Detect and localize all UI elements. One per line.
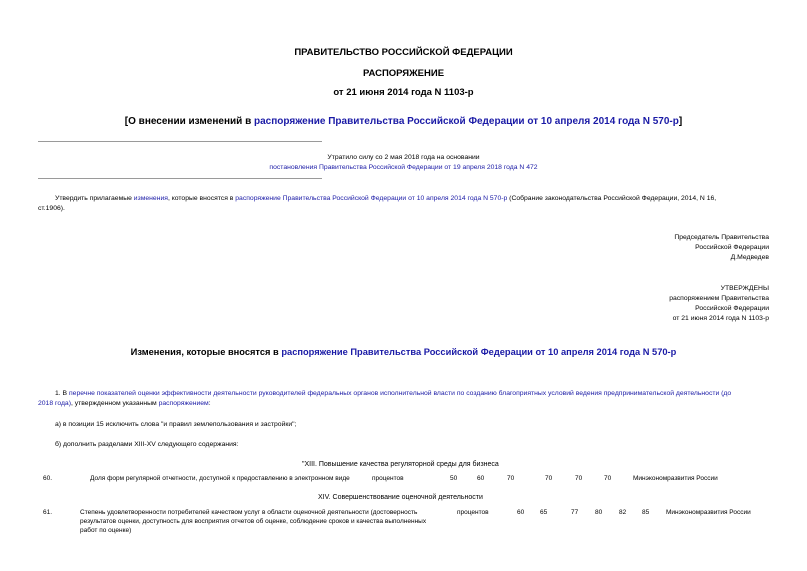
item1-line1 — [55, 389, 775, 399]
row60-ministry: Минэкономразвития России — [633, 475, 718, 482]
approved-line4: от 21 июня 2014 года N 1103-р — [672, 315, 769, 322]
doc-type: РАСПОРЯЖЕНИЕ — [362, 68, 445, 79]
row60-value: 70 — [545, 475, 553, 482]
signature-line2: Российской Федерации — [695, 244, 769, 251]
heading-suffix: ] — [678, 116, 683, 127]
row60-value: 50 — [450, 475, 458, 482]
item1-text-b: , утвержденном указанным — [70, 400, 159, 407]
approved-line3: Российской Федерации — [695, 305, 769, 312]
approved-block — [519, 284, 769, 324]
sub-item-a: а) в позиции 15 исключить слова "и правил землепользования и застройки"; — [55, 421, 297, 428]
row60-num: 60. — [43, 475, 53, 482]
row61-text-line2: результатов оценки, доступность для восприятия отчетов об оценке, соблюдение сроков и качества выполненных — [80, 518, 427, 525]
row61-value: 77 — [571, 509, 579, 516]
signature-name: Д.Медведев — [730, 254, 769, 261]
row61-value: 80 — [595, 509, 603, 516]
item1-prefix: 1. В — [55, 390, 69, 397]
p1-link-order[interactable]: распоряжение Правительства Российской Федерации от 10 апреля 2014 года N 570-р — [235, 195, 508, 202]
row61-text — [80, 508, 426, 535]
row61-text-line1: Степень удовлетворенности потребителей качеством услуг в области оценочной деятельности (достоверность — [80, 509, 418, 516]
row60-value: 60 — [477, 475, 485, 482]
item1-text-c: : — [208, 400, 211, 407]
row61-value: 65 — [540, 509, 548, 516]
p1-text-b: , которые вносятся в — [167, 195, 236, 202]
row61-unit: процентов — [457, 509, 489, 516]
approve-paragraph — [55, 194, 775, 204]
item1-link-order[interactable]: распоряжением — [158, 400, 209, 407]
notice-link[interactable]: постановления Правительства Российской Федерации от 19 апреля 2018 года N 472 — [269, 164, 538, 171]
doc-date-number: от 21 июня 2014 года N 1103-р — [333, 87, 474, 98]
row61-ministry: Минэкономразвития России — [666, 509, 751, 516]
heading-prefix: [О внесении изменений в — [124, 116, 254, 127]
notice-rule-bottom — [38, 178, 322, 179]
approved-line1: УТВЕРЖДЕНЫ — [720, 285, 769, 292]
row60-unit: процентов — [372, 475, 404, 482]
row60-value: 70 — [604, 475, 612, 482]
row61-value: 60 — [517, 509, 525, 516]
sub-item-b: б) дополнить разделами XIII-XV следующего содержания: — [55, 441, 239, 448]
row61-value: 85 — [642, 509, 650, 516]
p1-text-c: (Собрание законодательства Российской Федерации, 2014, N 16, — [507, 195, 717, 202]
p1-link-changes[interactable]: изменения — [133, 195, 168, 202]
org-title: ПРАВИТЕЛЬСТВО РОССИЙСКОЙ ФЕДЕРАЦИИ — [294, 47, 513, 58]
p1-text-a: Утвердить прилагаемые — [55, 195, 134, 202]
row60-value: 70 — [507, 475, 515, 482]
row61-text-line3: работ по оценке) — [80, 527, 132, 534]
row61-num: 61. — [43, 509, 53, 516]
item1-link-list[interactable]: перечне показателей оценки эффективности деятельности руководителей федеральных органов исполнительной власти по созданию благоприятных условий ведения предпринимательской деятельности (до — [68, 390, 732, 397]
heading-link[interactable]: распоряжение Правительства Российской Федерации от 10 апреля 2014 года N 570-р — [254, 116, 679, 127]
changes-heading — [0, 347, 807, 357]
section13-title: "XIII. Повышение качества регуляторной среды для бизнеса — [302, 461, 499, 468]
row60-value: 70 — [575, 475, 583, 482]
signature-block — [519, 233, 769, 263]
changes-heading-link[interactable]: распоряжение Правительства Российской Федерации от 10 апреля 2014 года N 570-р — [281, 347, 677, 357]
notice-rule-top — [38, 141, 322, 142]
document-heading — [0, 116, 807, 127]
item1-link-list-cont[interactable]: 2018 года) — [38, 400, 71, 407]
row60-text: Доля форм регулярной отчетности, доступной к предоставлению в электронном виде — [90, 475, 350, 482]
item1-line2 — [38, 399, 211, 409]
signature-line1: Председатель Правительства — [674, 234, 769, 241]
row61-value: 82 — [619, 509, 627, 516]
approve-paragraph-line2: ст.1906). — [38, 205, 65, 212]
approved-line2: распоряжением Правительства — [669, 295, 769, 302]
notice-line1: Утратило силу со 2 мая 2018 года на основании — [327, 154, 480, 161]
changes-heading-prefix: Изменения, которые вносятся в — [130, 347, 282, 357]
section14-title: XIV. Совершенствование оценочной деятельности — [318, 494, 483, 501]
